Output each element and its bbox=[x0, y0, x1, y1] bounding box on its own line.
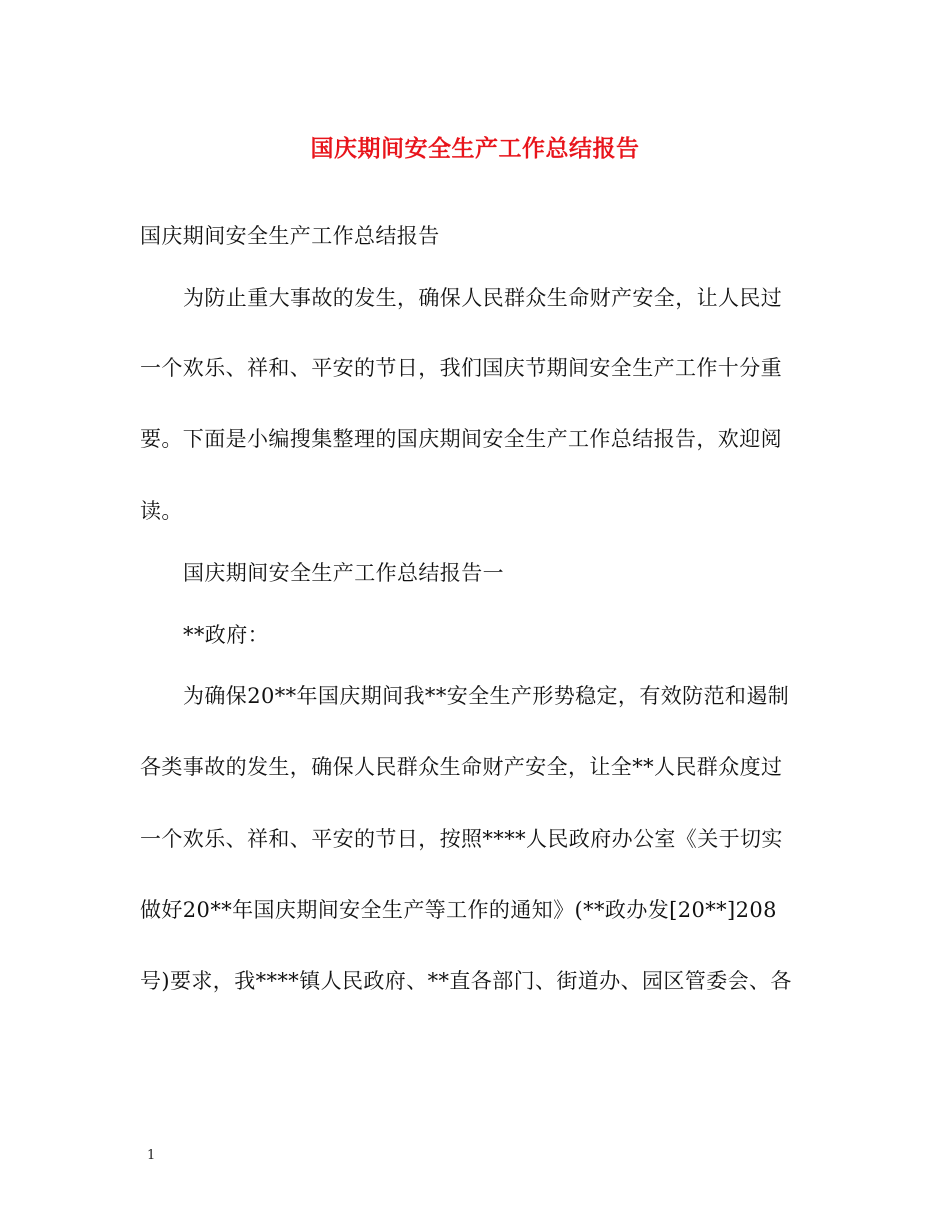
paragraph-line: 读。 bbox=[140, 499, 183, 523]
paragraph-line: 要。下面是小编搜集整理的国庆期间安全生产工作总结报告，欢迎阅 bbox=[140, 427, 782, 451]
paragraph-line: 号)要求，我****镇人民政府、**直各部门、街道办、园区管委会、各 bbox=[140, 969, 792, 993]
paragraph-line: 为确保20**年国庆期间我**安全生产形势稳定，有效防范和遏制 bbox=[183, 684, 790, 708]
section-heading: 国庆期间安全生产工作总结报告一 bbox=[183, 561, 504, 585]
document-title: 国庆期间安全生产工作总结报告 bbox=[310, 135, 640, 162]
document-subtitle: 国庆期间安全生产工作总结报告 bbox=[140, 224, 440, 248]
paragraph-line: 一个欢乐、祥和、平安的节日，按照****人民政府办公室《关于切实 bbox=[140, 827, 783, 851]
paragraph-line: 一个欢乐、祥和、平安的节日，我们国庆节期间安全生产工作十分重 bbox=[140, 356, 782, 380]
paragraph-line: 做好20**年国庆期间安全生产等工作的通知》(**政办发[20**]208 bbox=[140, 898, 777, 922]
paragraph-line: 各类事故的发生，确保人民群众生命财产安全，让全**人民群众度过 bbox=[140, 755, 783, 779]
paragraph-line: 为防止重大事故的发生，确保人民群众生命财产安全，让人民过 bbox=[183, 286, 783, 310]
page-number: 1 bbox=[147, 1148, 156, 1163]
salutation: **政府： bbox=[183, 623, 269, 647]
